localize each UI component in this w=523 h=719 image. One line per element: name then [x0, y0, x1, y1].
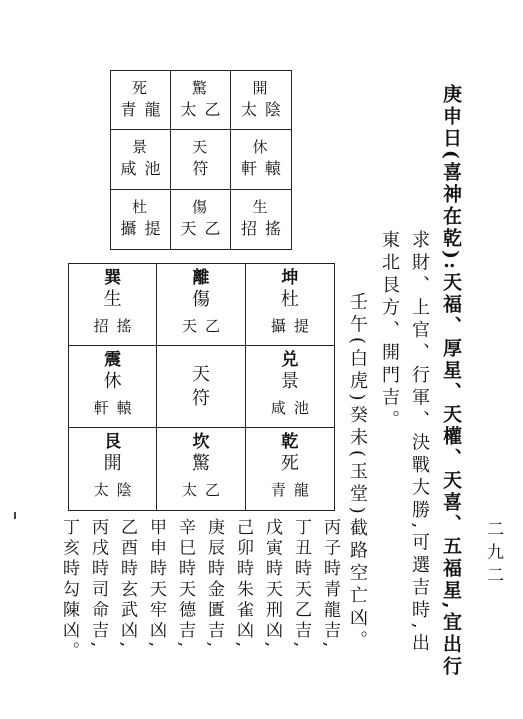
hour-entry: 丁丑時天乙吉, — [291, 518, 311, 651]
door-label: 休 — [103, 371, 122, 392]
star-label: 招搖 — [240, 219, 289, 239]
star-label: 太乙 — [180, 100, 229, 120]
large-nine-palace-grid — [68, 263, 335, 511]
star-label: 攝提 — [270, 317, 317, 335]
door-label: 生 — [103, 289, 122, 310]
door-label: 杜 — [280, 289, 299, 310]
door-label: 開 — [252, 79, 270, 98]
center-label: 符 — [191, 387, 210, 409]
small-grid-cell — [171, 190, 231, 249]
star-label: 咸池 — [270, 399, 317, 417]
star-label: 太陰 — [93, 481, 140, 499]
trigram-label: 艮 — [104, 432, 122, 452]
door-label: 死 — [131, 79, 149, 98]
door-label: 死 — [280, 453, 299, 474]
door-label: 驚 — [191, 79, 209, 98]
hour-entry: 乙酉時玄武凶, — [117, 518, 137, 651]
scan-mark — [14, 512, 16, 519]
door-label: 傷 — [191, 198, 209, 217]
big-grid-cell — [246, 346, 334, 428]
star-label: 招搖 — [93, 317, 140, 335]
paragraph-line: 壬午(白虎)癸未(玉堂)截路空亡凶。 — [347, 292, 368, 654]
door-label: 休 — [252, 138, 270, 157]
small-grid-cell — [111, 71, 171, 130]
star-label: 咸池 — [120, 159, 169, 179]
door-label: 景 — [280, 371, 299, 392]
big-grid-center-cell — [157, 346, 245, 428]
door-label: 生 — [252, 198, 270, 217]
hour-entry: 甲申時天牢凶, — [146, 518, 166, 651]
big-grid-cell — [246, 264, 334, 346]
door-label: 傷 — [191, 289, 210, 310]
door-label: 景 — [131, 138, 149, 157]
star-label: 天乙 — [181, 317, 228, 335]
hour-entry: 丁亥時勾陳凶。 — [59, 518, 79, 663]
small-grid-cell — [231, 130, 291, 189]
star-label: 符 — [192, 159, 217, 179]
small-nine-palace-grid — [110, 70, 292, 250]
door-label: 開 — [103, 453, 122, 474]
star-label: 天乙 — [180, 219, 229, 239]
door-label: 杜 — [131, 198, 149, 217]
door-label: 天 — [191, 138, 209, 157]
star-label: 太乙 — [181, 481, 228, 499]
paragraph-line: 東北艮方、開門吉。 — [379, 230, 400, 433]
hour-entry: 庚辰時金匱吉, — [204, 518, 224, 651]
hour-entry: 己卯時朱雀凶, — [233, 518, 253, 651]
star-label: 攝提 — [120, 219, 169, 239]
hour-entry: 辛巳時天德吉, — [175, 518, 195, 651]
hour-entry: 丙子時青龍吉, — [320, 518, 340, 651]
star-label: 太陰 — [240, 100, 289, 120]
page-number: 二九二 — [483, 520, 503, 589]
big-grid-cell — [69, 346, 157, 428]
trigram-label: 震 — [104, 350, 122, 370]
paragraph-line: 求財、上官、行軍、決戰大勝,可選吉時,出 — [409, 230, 430, 656]
star-label: 軒轅 — [240, 159, 289, 179]
small-grid-cell — [231, 190, 291, 249]
big-grid-cell — [157, 428, 245, 510]
small-grid-cell — [171, 130, 231, 189]
small-grid-cell — [231, 71, 291, 130]
trigram-label: 離 — [192, 268, 210, 288]
door-label: 驚 — [191, 453, 210, 474]
big-grid-cell — [69, 428, 157, 510]
star-label: 青龍 — [270, 481, 317, 499]
small-grid-cell — [111, 190, 171, 249]
trigram-label: 乾 — [281, 432, 299, 452]
center-label: 天 — [191, 363, 210, 385]
trigram-label: 兑 — [281, 350, 299, 370]
day-title-line: 庚申日(喜神在乾):天福、厚星、天權、天喜、五福星,宜出行 — [440, 84, 462, 678]
hour-entry: 丙戌時司命吉, — [88, 518, 108, 651]
big-grid-cell — [246, 428, 334, 510]
trigram-label: 坤 — [281, 268, 299, 288]
trigram-label: 巽 — [104, 268, 122, 288]
star-label: 青龍 — [120, 100, 169, 120]
star-label: 軒轅 — [93, 399, 140, 417]
small-grid-cell — [171, 71, 231, 130]
big-grid-cell — [69, 264, 157, 346]
small-grid-cell — [111, 130, 171, 189]
trigram-label: 坎 — [192, 432, 210, 452]
big-grid-cell — [157, 264, 245, 346]
hour-entry: 戊寅時天刑凶, — [262, 518, 282, 651]
